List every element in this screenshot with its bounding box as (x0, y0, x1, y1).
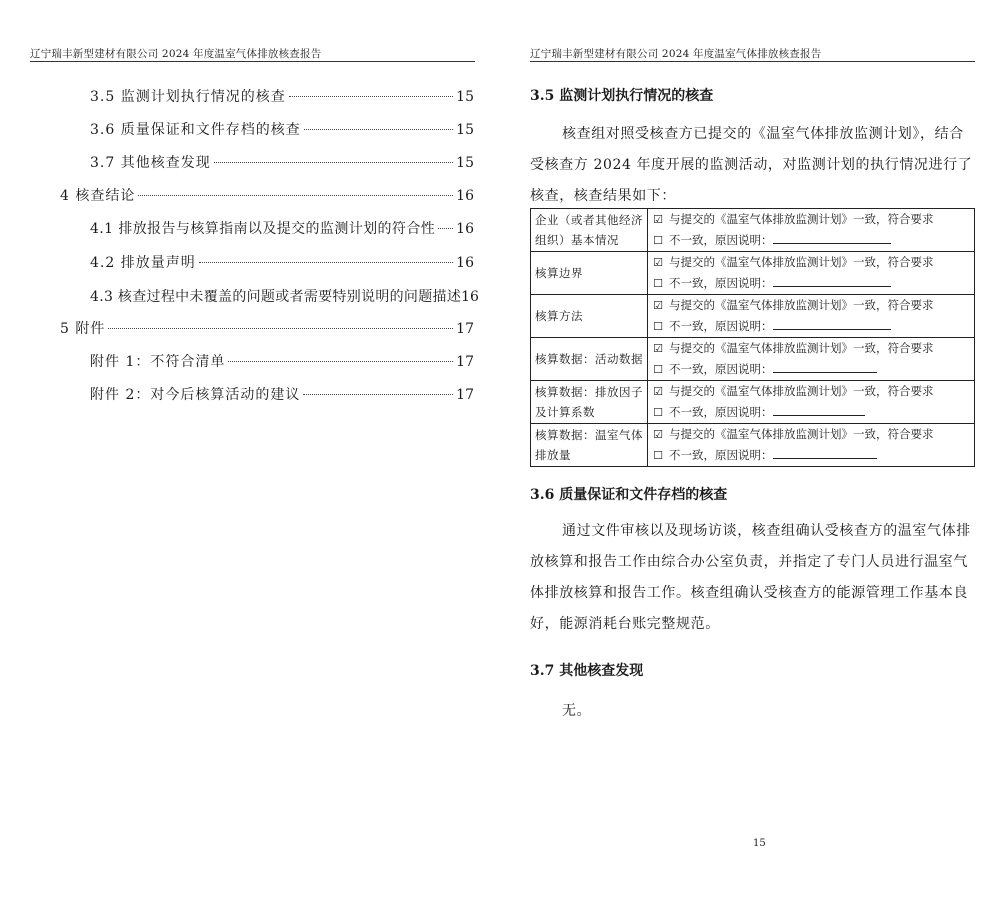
toc-leader-dots (289, 96, 453, 97)
option-inconsistent-text: 不一致，原因说明： (669, 405, 773, 419)
toc-leader-dots (304, 129, 453, 130)
check-options-cell (648, 295, 975, 338)
toc-entry-4-3[interactable]: 4.3 核查过程中未覆盖的问题或者需要特别说明的问题描述 16 (90, 289, 479, 305)
toc-entry-4-1[interactable]: 4.1 排放报告与核算指南以及提交的监测计划的符合性 16 (90, 221, 474, 237)
option-consistent (652, 424, 970, 445)
unchecked-box-icon[interactable]: ☐ (653, 406, 663, 419)
check-item-label: 企业（或者其他经济组织）基本情况 (531, 209, 648, 252)
checked-box-icon[interactable]: ☑ (653, 299, 663, 312)
toc-entry-3-5[interactable]: 3.5 监测计划执行情况的核查 15 (90, 89, 474, 105)
option-consistent (652, 381, 970, 402)
option-consistent-text: 与提交的《温室气体排放监测计划》一致，符合要求 (669, 212, 934, 226)
option-consistent (652, 295, 970, 316)
checked-box-icon[interactable]: ☑ (653, 385, 663, 398)
check-item-label: 核算数据：温室气体排放量 (531, 424, 648, 467)
check-options-cell (648, 424, 975, 467)
check-item-label: 核算方法 (531, 295, 648, 338)
option-inconsistent (652, 402, 970, 423)
check-item-label: 核算边界 (531, 252, 648, 295)
reason-blank-line[interactable] (773, 446, 877, 459)
option-inconsistent (652, 273, 970, 294)
section-3-5-body: 核查组对照受核查方已提交的《温室气体排放监测计划》，结合 受核查方 2024 年度开展的监测活动，对监测计划的执行情况进行了 核查，核查结果如下： (530, 126, 973, 204)
unchecked-box-icon[interactable]: ☐ (653, 449, 663, 462)
option-consistent (652, 209, 970, 230)
toc-entry-4-2[interactable]: 4.2 排放量声明 16 (90, 255, 474, 271)
toc-leader-dots (303, 394, 453, 395)
unchecked-box-icon[interactable]: ☐ (653, 234, 663, 247)
check-item-label: 核算数据：排放因子及计算系数 (531, 381, 648, 424)
option-consistent-text: 与提交的《温室气体排放监测计划》一致，符合要求 (669, 384, 934, 398)
table-row (531, 252, 975, 295)
toc-leader-dots (199, 262, 453, 263)
option-consistent-text: 与提交的《温室气体排放监测计划》一致，符合要求 (669, 427, 934, 441)
section-3-7-body: 无。 (562, 703, 592, 719)
check-options-cell (648, 252, 975, 295)
option-inconsistent (652, 445, 970, 466)
reason-blank-line[interactable] (773, 403, 865, 416)
unchecked-box-icon[interactable]: ☐ (653, 320, 663, 333)
table-row (531, 381, 975, 424)
option-inconsistent-text: 不一致，原因说明： (669, 276, 773, 290)
section-heading-3-5: 3.5 监测计划执行情况的核查 (530, 88, 714, 104)
toc-leader-dots (138, 195, 453, 196)
verification-table (530, 208, 975, 467)
section-3-6-body: 通过文件审核以及现场访谈，核查组确认受核查方的温室气体排 放核算和报告工作由综合办公室负责，并指定了专门人员进行温室气 体排放核算和报告工作。核查组确认受核查方的能源管理工作基本良 好，能源消耗台账完整规范。 (530, 523, 971, 632)
header-rule (30, 61, 475, 62)
section-heading-3-6: 3.6 质量保证和文件存档的核查 (530, 487, 728, 503)
reason-blank-line[interactable] (773, 274, 891, 287)
header-rule (530, 61, 975, 62)
checked-box-icon[interactable]: ☑ (653, 213, 663, 226)
check-item-label: 核算数据：活动数据 (531, 338, 648, 381)
checked-box-icon[interactable]: ☑ (653, 428, 663, 441)
page-number: 15 (753, 838, 766, 849)
toc-leader-dots (108, 328, 453, 329)
option-inconsistent-text: 不一致，原因说明： (669, 319, 773, 333)
table-row (531, 209, 975, 252)
option-consistent-text: 与提交的《温室气体排放监测计划》一致，符合要求 (669, 298, 934, 312)
toc-entry-5[interactable]: 5 附件 17 (60, 321, 474, 337)
reason-blank-line[interactable] (773, 360, 877, 373)
toc-leader-dots (438, 228, 453, 229)
toc-entry-appendix-1[interactable]: 附件 1：不符合清单 17 (90, 354, 474, 370)
option-inconsistent-text: 不一致，原因说明： (669, 233, 773, 247)
option-inconsistent-text: 不一致，原因说明： (669, 448, 773, 462)
toc-entry-appendix-2[interactable]: 附件 2：对今后核算活动的建议 17 (90, 387, 474, 403)
table-row (531, 338, 975, 381)
option-consistent-text: 与提交的《温室气体排放监测计划》一致，符合要求 (669, 341, 934, 355)
reason-blank-line[interactable] (773, 231, 891, 244)
unchecked-box-icon[interactable]: ☐ (653, 363, 663, 376)
section-heading-3-7: 3.7 其他核查发现 (530, 663, 644, 679)
table-row (531, 424, 975, 467)
option-consistent (652, 338, 970, 359)
checked-box-icon[interactable]: ☑ (653, 256, 663, 269)
reason-blank-line[interactable] (773, 317, 891, 330)
page-header: 辽宁瑞丰新型建材有限公司 2024 年度温室气体排放核查报告 (530, 48, 822, 60)
page-header: 辽宁瑞丰新型建材有限公司 2024 年度温室气体排放核查报告 (30, 48, 322, 60)
toc-leader-dots (214, 162, 453, 163)
toc-entry-3-7[interactable]: 3.7 其他核查发现 15 (90, 155, 474, 171)
check-options-cell (648, 338, 975, 381)
table-row (531, 295, 975, 338)
toc-entry-3-6[interactable]: 3.6 质量保证和文件存档的核查 15 (90, 122, 474, 138)
toc-leader-dots (228, 361, 453, 362)
option-consistent (652, 252, 970, 273)
unchecked-box-icon[interactable]: ☐ (653, 277, 663, 290)
option-inconsistent-text: 不一致，原因说明： (669, 362, 773, 376)
check-options-cell (648, 381, 975, 424)
option-inconsistent (652, 316, 970, 337)
option-inconsistent (652, 359, 970, 380)
checked-box-icon[interactable]: ☑ (653, 342, 663, 355)
option-consistent-text: 与提交的《温室气体排放监测计划》一致，符合要求 (669, 255, 934, 269)
right-page (500, 0, 1000, 900)
toc-entry-4[interactable]: 4 核查结论 16 (60, 188, 474, 204)
check-options-cell (648, 209, 975, 252)
option-inconsistent (652, 230, 970, 251)
